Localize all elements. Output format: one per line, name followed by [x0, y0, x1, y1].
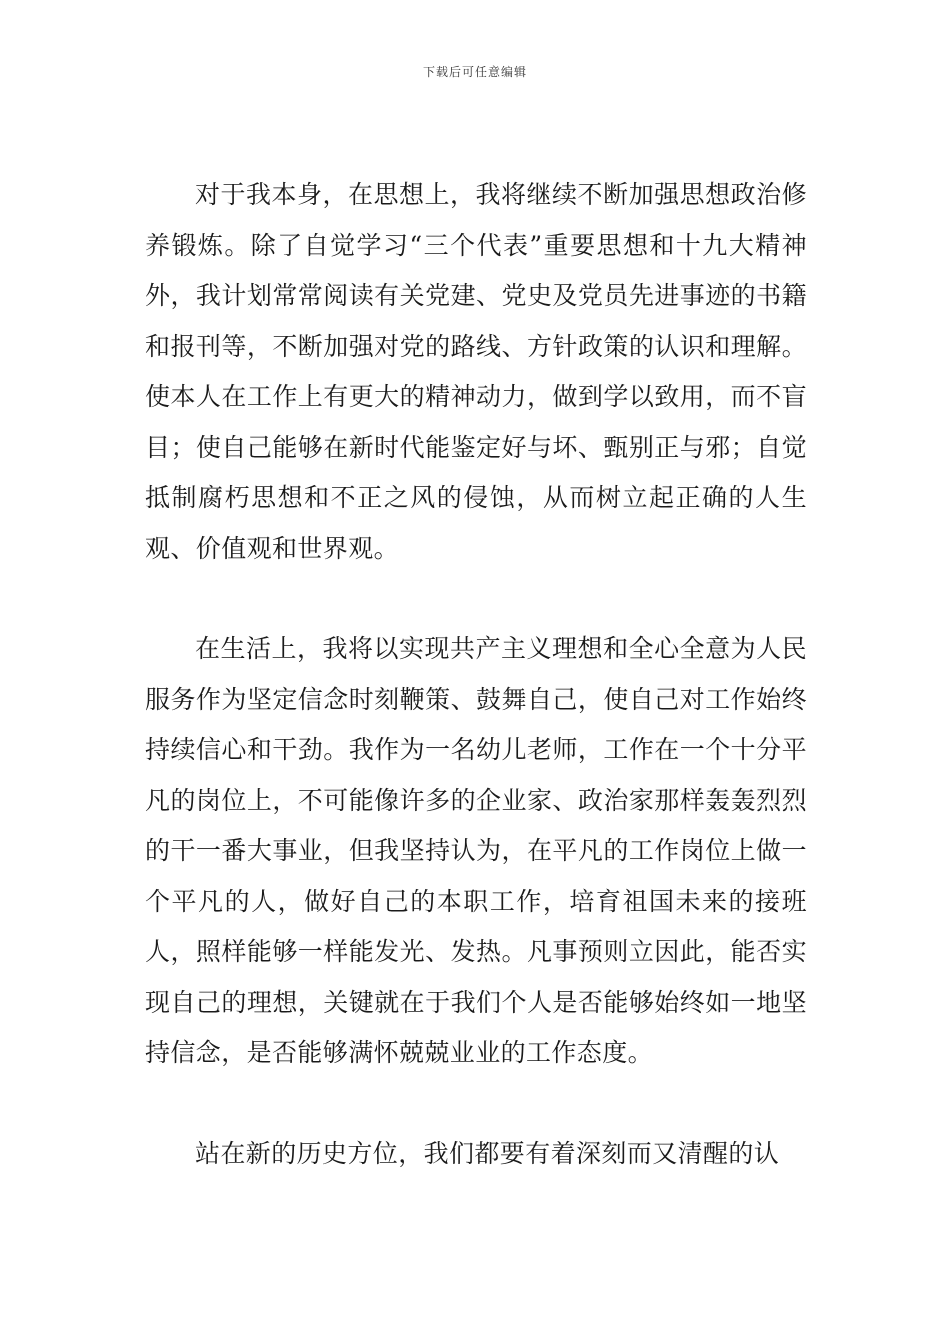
paragraph-life: 在生活上，我将以实现共产主义理想和全心全意为人民服务作为坚定信念时刻鞭策、鼓舞自己，使自己对工作始终持续信心和干劲。我作为一名幼儿老师，工作在一个十分平凡的岗位上，不可能像许多的企业家、政治家那样轰轰烈烈的干一番大事业，但我坚持认为，在平凡的工作岗位上做一个平凡的人，做好自己的本职工作，培育祖国未来的接班人，照样能够一样能发光、发热。凡事预则立因此，能否实现自己的理想，关键就在于我们个人是否能够始终如一地坚持信念，是否能够满怀兢兢业业的工作态度。 [145, 634, 807, 1067]
page-header: 下载后可任意编辑 [422, 65, 527, 79]
document-body [145, 170, 807, 1179]
paragraph-new-era: 站在新的历史方位，我们都要有着深刻而又清醒的认 [195, 1138, 780, 1168]
paragraph-thought: 对于我本身，在思想上，我将继续不断加强思想政治修养锻炼。除了自觉学习“三个代表”重要思想和十九大精神外，我计划常常阅读有关党建、党史及党员先进事迹的书籍和报刊等，不断加强对党的路线、方针政策的认识和理解。使本人在工作上有更大的精神动力，做到学以致用，而不盲目；使自己能够在新时代能鉴定好与坏、甄别正与邪；自觉抵制腐朽思想和不正之风的侵蚀，从而树立起正确的人生观、价值观和世界观。 [145, 180, 807, 563]
